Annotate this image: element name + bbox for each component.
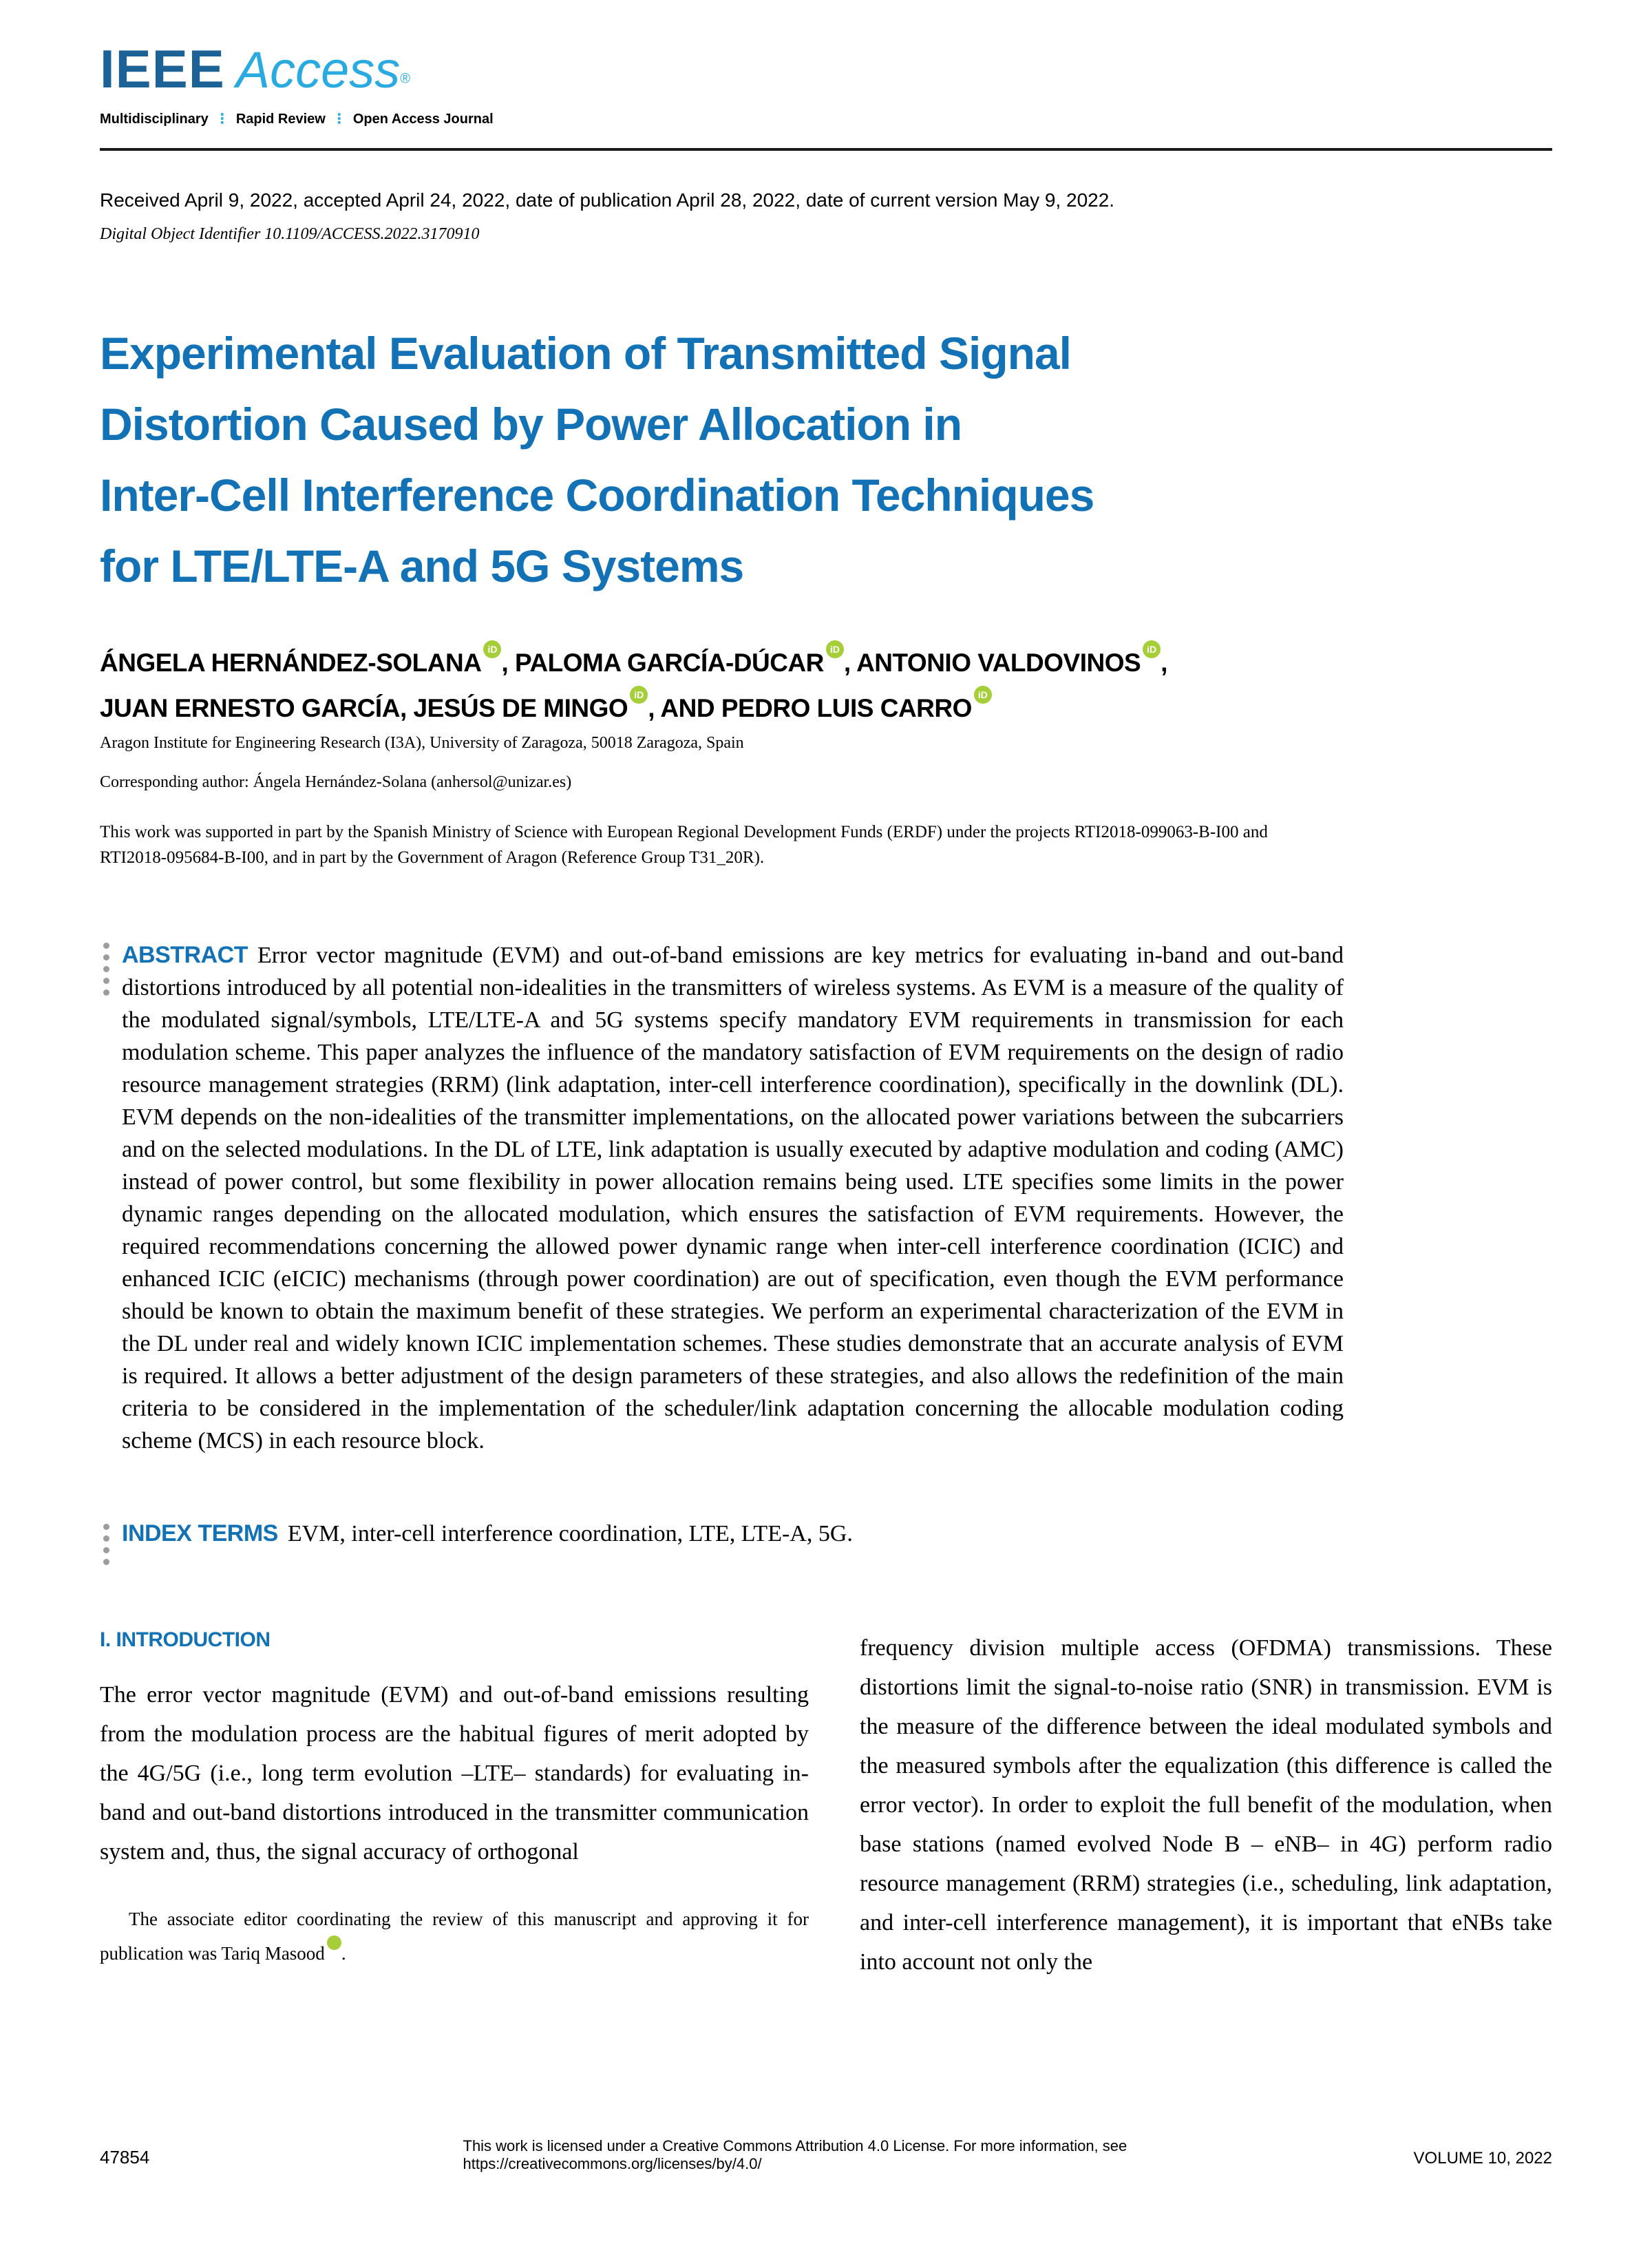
dotted-marker [103,943,109,1001]
author-separator: , [501,649,516,677]
author-name: PEDRO LUIS CARRO [721,694,972,722]
page-title [100,318,1552,602]
author-separator: , [1161,649,1167,677]
index-terms-text: EVM, inter-cell interference coordination, LTE, LTE-A, 5G. [287,1521,853,1546]
editor-footnote [100,1902,809,1971]
title-line: for LTE/LTE-A and 5G Systems [100,540,744,591]
author-separator: , [399,694,414,722]
intro-right-column [860,1628,1552,1982]
editor-footnote-text: The associate editor coordinating the review of this manuscript and approving it for publication was Tariq Masood [100,1909,809,1964]
abstract-section [122,939,1344,1457]
index-terms-paragraph [122,1520,1344,1547]
access-logo: Access [235,41,401,98]
orcid-icon[interactable]: iD [483,640,501,658]
title-line: Distortion Caused by Power Allocation in [100,399,962,450]
tagline-item: Open Access Journal [352,112,494,127]
logo-tagline [100,110,1552,127]
authors-block [100,640,1552,731]
journal-logo [100,38,1552,101]
abstract-text: Error vector magnitude (EVM) and out-of-band emissions are key metrics for evaluating in-band and out-band distortions introduced by all potential non-idealities in the transmitters of wireless systems. As EVM is a measure of the quality of the modulated signal/symbols, LTE/LTE-A and 5G systems specify mandatory EVM requirements in transmission for each modulation scheme. This paper analyzes the influence of the mandatory satisfaction of EVM requirements on the design of radio resource management strategies (RRM) (link adaptation, inter-cell interference coordination), specifically in the downlink (DL). EVM depends on the non-idealities of the transmitter implementations, on the allocated power variations between the subcarriers and on the selected modulations. In the DL of LTE, link adaptation is usually executed by adaptive modulation and coding (AMC) instead of power control, but some flexibility in power allocation remains being used. LTE specifies some limits in the power dynamic ranges depending on the allocated modulation, which ensures the satisfaction of EVM requirements. However, the required recommendations concerning the allowed power dynamic range when inter-cell interference coordination (ICIC) and enhanced ICIC (eICIC) mechanisms (through power coordination) are out of specification, even though the EVM performance should be known to obtain the maximum benefit of these strategies. We perform an experimental characterization of the EVM in the DL under real and widely known ICIC implementation schemes. These studies demonstrate that an accurate analysis of EVM is required. It allows a better adjustment of the design parameters of these strategies, and also allows the redefinition of the main criteria to be considered in the implementation of the scheduler/link adaptation concerning the allocable modulation coding scheme (MCS) in each resource block. [122,943,1344,1453]
dotted-separator-icon: ⋮ [332,112,346,127]
author-separator: , [843,649,857,677]
footer-page-number: 47854 [100,2147,150,2168]
abstract-paragraph [122,939,1344,1457]
dotted-marker [103,1524,109,1571]
author-name: ANTONIO VALDOVINOS [856,649,1141,677]
title-line: Inter-Cell Interference Coordination Techniques [100,470,1094,521]
doi-line: Digital Object Identifier 10.1109/ACCESS.2022.3170910 [100,225,480,243]
authors-line-1 [100,640,1552,686]
intro-left-column [100,1628,809,1989]
registered-mark-icon: ® [400,71,411,87]
orcid-icon[interactable]: iD [1143,640,1161,658]
author-name: ÁNGELA HERNÁNDEZ-SOLANA [100,649,482,677]
orcid-icon[interactable]: iD [974,686,992,704]
ieee-logo: IEEE [100,39,225,99]
funding-note: This work was supported in part by the Spanish Ministry of Science with European Regional Development Funds (ERDF) under the projects RTI2018-099063-B-I00 and RTI2018-095684-B-I00, and in part by the Government of Aragon (Reference Group T31_20R). [100,823,1268,867]
section-heading-introduction: I. INTRODUCTION [100,1628,271,1651]
dotted-separator-icon: ⋮ [215,112,229,127]
index-terms-label: INDEX TERMS [122,1520,278,1546]
tagline-item: Multidisciplinary [100,112,209,127]
editor-footnote-period: . [341,1943,346,1964]
authors-line-2 [100,686,1552,731]
tagline-item: Rapid Review [235,112,326,127]
orcid-icon[interactable]: iD [630,686,648,704]
received-line: Received April 9, 2022, accepted April 24, 2022, date of publication April 28, 2022, date of current version May 9, 2022. [100,189,1115,211]
author-name: JUAN ERNESTO GARCÍA [100,694,400,722]
footer-license: This work is licensed under a Creative Commons Attribution 4.0 License. For more information, see https://creativecommons.org/licenses/by/4.0/ [463,2137,1127,2172]
index-terms-section [122,1520,1344,1547]
author-name: PALOMA GARCÍA-DÚCAR [515,649,824,677]
intro-paragraph-right: frequency division multiple access (OFDMA) transmissions. These distortions limit the signal-to-noise ratio (SNR) in transmission. EVM is the measure of the difference between the ideal modulated symbols and the measured symbols after the equalization (this difference is called the error vector). In order to exploit the full benefit of the modulation, when base stations (named evolved Node B – eNB– in 4G) perform radio resource management (RRM) strategies (i.e., scheduling, link adaptation, and inter-cell interference management), it is important that eNBs take into account not only the [860,1635,1552,1975]
header-rule [100,148,1552,151]
page-footer [100,2137,1552,2172]
orcid-icon[interactable]: iD [327,1935,341,1950]
orcid-icon[interactable]: iD [826,640,844,658]
intro-paragraph-left: The error vector magnitude (EVM) and out-of-band emissions resulting from the modulation process are the habitual figures of merit adopted by the 4G/5G (i.e., long term evolution –LTE– standards) for evaluating in-band and out-band distortions introduced in the transmitter communication system and, thus, the signal accuracy of orthogonal [100,1682,809,1865]
abstract-label: ABSTRACT [122,942,248,968]
title-line: Experimental Evaluation of Transmitted Signal [100,328,1071,379]
footer-volume: VOLUME 10, 2022 [1413,2149,1552,2168]
corresponding-author: Corresponding author: Ángela Hernández-Solana (anhersol@unizar.es) [100,773,572,791]
introduction-columns [100,1628,1552,1989]
author-name: JESÚS DE MINGO [413,694,628,722]
affiliation: Aragon Institute for Engineering Research (I3A), University of Zaragoza, 50018 Zaragoza, Spain [100,734,744,752]
author-separator: , AND [648,694,721,722]
